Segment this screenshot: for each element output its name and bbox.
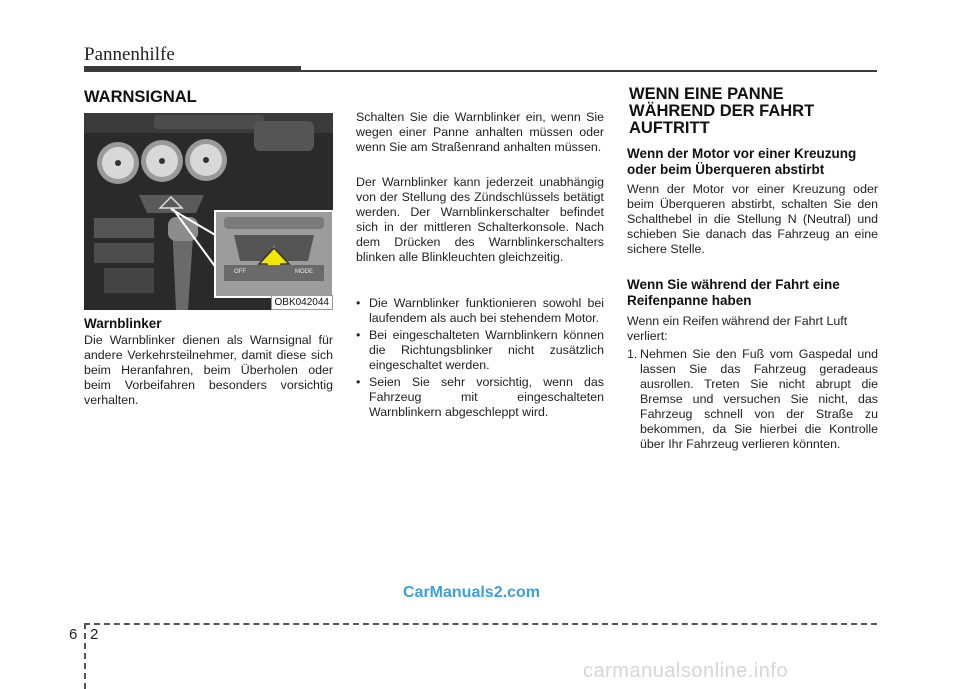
paragraph-warnblinker: Die Warnblinker dienen als Warnsignal für andere Verkehrsteilnehmer, damit diese sich beim Heranfahren, beim Überholen oder beim Vorbeifahren besonders vorsichtig verhalten. [84, 333, 333, 407]
footer-rule [84, 623, 877, 625]
list-item [356, 375, 604, 420]
page-number: 2 [90, 626, 99, 643]
bullet-text: Bei eingeschalteten Warnblinkern können die Richtungsblinker nicht zusätzlich eingeschaltet werden. [369, 328, 604, 372]
section-title-warnsignal: WARNSIGNAL [84, 88, 197, 106]
list-text: Nehmen Sie den Fuß vom Gaspedal und lassen Sie das Fahrzeug geradeaus ausrollen. Treten Sie nicht abrupt die Bremse und versuchen Sie nicht, das Fahrzeug schnell von der Straße zu bekommen, da Sie hierbei die Kontrolle über Ihr Fahrzeug verlieren könnten. [640, 347, 878, 451]
photo-label-mode: MODE [295, 269, 313, 275]
subheading-reifenpanne: Wenn Sie während der Fahrt eine Reifenpanne haben [627, 277, 840, 308]
watermark-carmanuals2: CarManuals2.com [403, 584, 540, 601]
numbered-list [627, 347, 878, 452]
subheading-warnblinker: Warnblinker [84, 316, 162, 331]
section-title-panne [629, 86, 814, 137]
bullet-symbol: • [356, 375, 361, 389]
watermark-carmanualsonline: carmanualsonline.info [583, 660, 789, 682]
section-title-line: WENN EINE PANNE [629, 85, 784, 103]
list-item [356, 296, 604, 326]
hazard-switch-photo [84, 113, 333, 310]
subheading-motor-abstirbt: Wenn der Motor vor einer Kreuzung oder beim Überqueren abstirbt [627, 146, 857, 177]
paragraph-warnblinker-einschalten: Schalten Sie die Warnblinker ein, wenn Sie wegen einer Panne anhalten müssen oder wenn Sie am Straßenrand anhalten müssen. [356, 110, 604, 154]
page-chapter-number: 6 [69, 626, 78, 643]
header-rule-thick [84, 66, 301, 72]
header-rule-thin [301, 70, 877, 72]
section-title-line: AUFTRITT [629, 119, 710, 137]
list-number: 1. [627, 347, 638, 361]
image-code: OBK042044 [271, 295, 334, 310]
bullet-symbol: • [356, 296, 361, 310]
section-title-line: WÄHREND DER FAHRT [629, 102, 815, 120]
bullet-text: Seien Sie sehr vorsichtig, wenn das Fahrzeug mit eingeschalteten Warnblinkern abgeschleppt wird. [369, 375, 604, 419]
photo-label-off: OFF [234, 269, 246, 275]
list-item [356, 328, 604, 373]
bullet-list [356, 296, 604, 422]
chapter-title: Pannenhilfe [84, 44, 175, 65]
footer-divider [84, 623, 86, 689]
list-item [627, 347, 878, 452]
paragraph-warnblinker-betaetigen: Der Warnblinker kann jederzeit unabhängig von der Stellung des Zündschlüssels betätigt werden. Der Warnblinkerschalter befindet sich in der mittleren Schalterkonsole. Nach dem Drücken des Warnblinkerschalters blinken alle Blinkleuchten gleichzeitig. [356, 175, 604, 264]
bullet-text: Die Warnblinker funktionieren sowohl bei laufendem als auch bei stehendem Motor. [369, 296, 604, 325]
paragraph-reifenpanne: Wenn ein Reifen während der Fahrt Luft verliert: [627, 314, 848, 343]
paragraph-motor-abstirbt: Wenn der Motor vor einer Kreuzung oder beim Überqueren abstirbt, schalten Sie den Schalthebel in die Stellung N (Neutral) und schieben Sie danach das Fahrzeug an eine sichere Stelle. [627, 182, 878, 256]
bullet-symbol: • [356, 328, 361, 342]
